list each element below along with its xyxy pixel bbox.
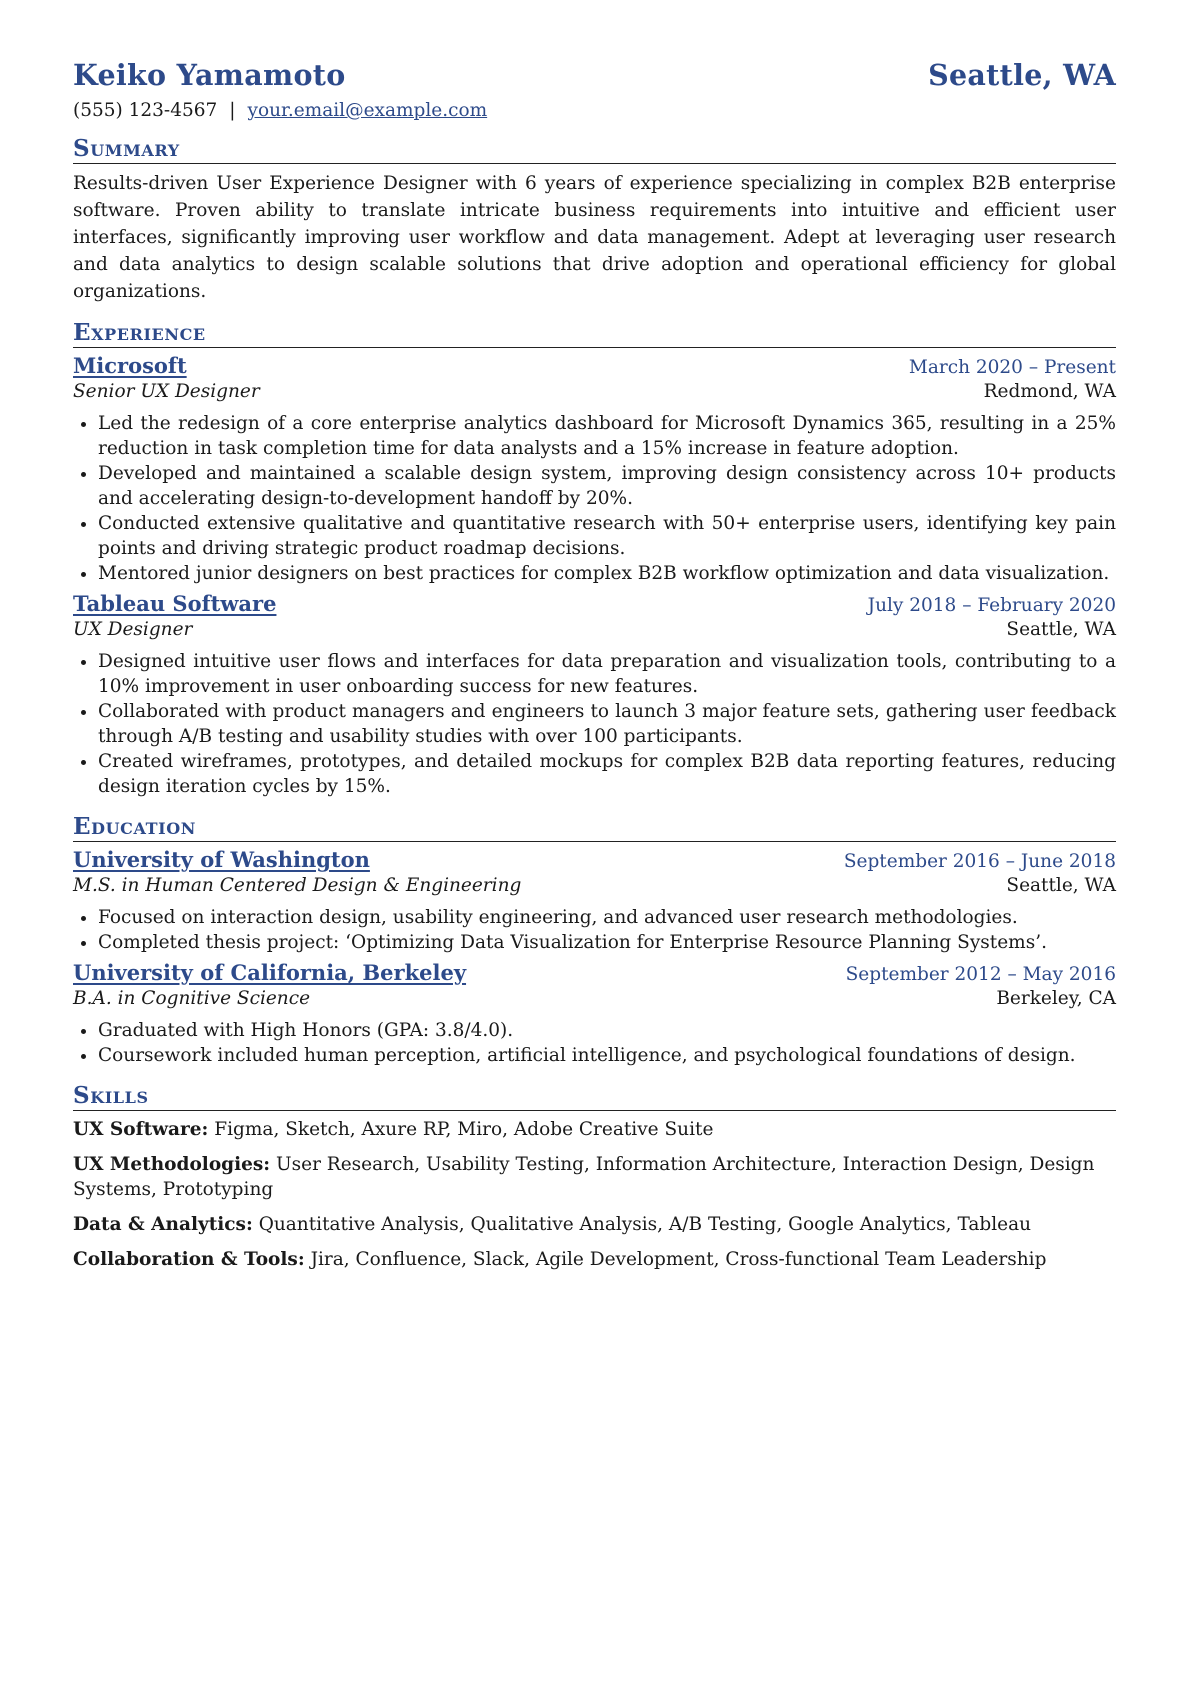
list-item: • Designed intuitive user flows and interfaces for data preparation and visualization tools, contributing to a 10% improvement in user onboarding success for new features. xyxy=(98,649,1116,699)
employment-dates: March 2020 – Present xyxy=(908,357,1116,378)
school-location: Seattle, WA xyxy=(1006,875,1116,896)
education-entry-uw xyxy=(73,847,1116,955)
skill-values: User Research, Usability Testing, Information Architecture, Interaction Design, Design Systems, Prototyping xyxy=(73,1154,1095,1200)
candidate-location: Seattle, WA xyxy=(928,58,1116,92)
list-item: • Focused on interaction design, usability engineering, and advanced user research methodologies. xyxy=(98,905,1116,930)
experience-heading: Experience xyxy=(73,319,1116,348)
employer-link[interactable]: Tableau Software xyxy=(73,591,277,616)
skill-category-label: Data & Analytics: xyxy=(73,1214,253,1235)
list-item: • Graduated with High Honors (GPA: 3.8/4.0). xyxy=(98,1018,1116,1043)
skills-list xyxy=(73,1117,1116,1272)
contact-separator: | xyxy=(229,100,236,121)
list-item: • Led the redesign of a core enterprise analytics dashboard for Microsoft Dynamics 365, resulting in a 25% reduction in task completion time for data analysts and a 15% increase in feature adoption. xyxy=(98,411,1116,461)
skill-line-collaboration-tools xyxy=(73,1247,1116,1272)
list-item: • Developed and maintained a scalable design system, improving design consistency across 10+ products and accelerating design-to-development handoff by 20%. xyxy=(98,461,1116,511)
summary-text: Results-driven User Experience Designer with 6 years of experience specializing in complex B2B enterprise software. Proven ability to translate intricate business requirements into intuitive and efficient user interfaces, significantly improving user workflow and data management. Adept at leveraging user research and data analytics to design scalable solutions that drive adoption and operational efficiency for global organizations. xyxy=(73,173,1116,302)
skill-line-ux-methodologies xyxy=(73,1152,1116,1202)
candidate-name: Keiko Yamamoto xyxy=(73,58,346,92)
skill-line-ux-software xyxy=(73,1117,1116,1142)
achievement-list xyxy=(73,649,1116,799)
skill-category-label: UX Methodologies: xyxy=(73,1154,271,1175)
job-title: UX Designer xyxy=(73,619,193,640)
skills-heading: Skills xyxy=(73,1082,1116,1111)
resume-header xyxy=(73,58,1116,92)
job-location: Redmond, WA xyxy=(983,381,1116,402)
skill-values: Figma, Sketch, Axure RP, Miro, Adobe Creative Suite xyxy=(214,1119,714,1140)
achievement-list xyxy=(73,411,1116,586)
employer-link[interactable]: Microsoft xyxy=(73,353,187,378)
job-location: Seattle, WA xyxy=(1006,619,1116,640)
education-detail-list xyxy=(73,905,1116,955)
experience-entry-microsoft xyxy=(73,353,1116,586)
school-location: Berkeley, CA xyxy=(996,988,1116,1009)
skill-category-label: UX Software: xyxy=(73,1119,209,1140)
study-dates: September 2016 – June 2018 xyxy=(843,851,1116,872)
experience-entry-tableau xyxy=(73,591,1116,799)
employment-dates: July 2018 – February 2020 xyxy=(867,595,1116,616)
phone-number: (555) 123-4567 xyxy=(73,100,218,121)
degree-title: B.A. in Cognitive Science xyxy=(73,988,311,1009)
school-link[interactable]: University of Washington xyxy=(73,847,370,872)
list-item: • Created wireframes, prototypes, and detailed mockups for complex B2B data reporting features, reducing design iteration cycles by 15%. xyxy=(98,749,1116,799)
degree-title: M.S. in Human Centered Design & Engineering xyxy=(73,875,522,896)
list-item: • Mentored junior designers on best practices for complex B2B workflow optimization and data visualization. xyxy=(98,561,1116,586)
list-item: • Completed thesis project: ‘Optimizing Data Visualization for Enterprise Resource Planning Systems’. xyxy=(98,930,1116,955)
job-title: Senior UX Designer xyxy=(73,381,260,402)
email-link[interactable]: your.email@example.com xyxy=(247,100,488,121)
list-item: • Coursework included human perception, artificial intelligence, and psychological foundations of design. xyxy=(98,1043,1116,1068)
skill-values: Jira, Confluence, Slack, Agile Development, Cross-functional Team Leadership xyxy=(310,1249,1047,1270)
school-link[interactable]: University of California, Berkeley xyxy=(73,960,467,985)
study-dates: September 2012 – May 2016 xyxy=(845,964,1116,985)
education-detail-list xyxy=(73,1018,1116,1068)
summary-heading: Summary xyxy=(73,135,1116,164)
list-item: • Collaborated with product managers and engineers to launch 3 major feature sets, gathering user feedback through A/B testing and usability studies with over 100 participants. xyxy=(98,699,1116,749)
skill-values: Quantitative Analysis, Qualitative Analysis, A/B Testing, Google Analytics, Tableau xyxy=(258,1214,1032,1235)
list-item: • Conducted extensive qualitative and quantitative research with 50+ enterprise users, identifying key pain points and driving strategic product roadmap decisions. xyxy=(98,511,1116,561)
contact-line xyxy=(73,100,1116,121)
skill-line-data-analytics xyxy=(73,1212,1116,1237)
education-entry-berkeley xyxy=(73,960,1116,1068)
education-heading: Education xyxy=(73,813,1116,842)
skill-category-label: Collaboration & Tools: xyxy=(73,1249,305,1270)
